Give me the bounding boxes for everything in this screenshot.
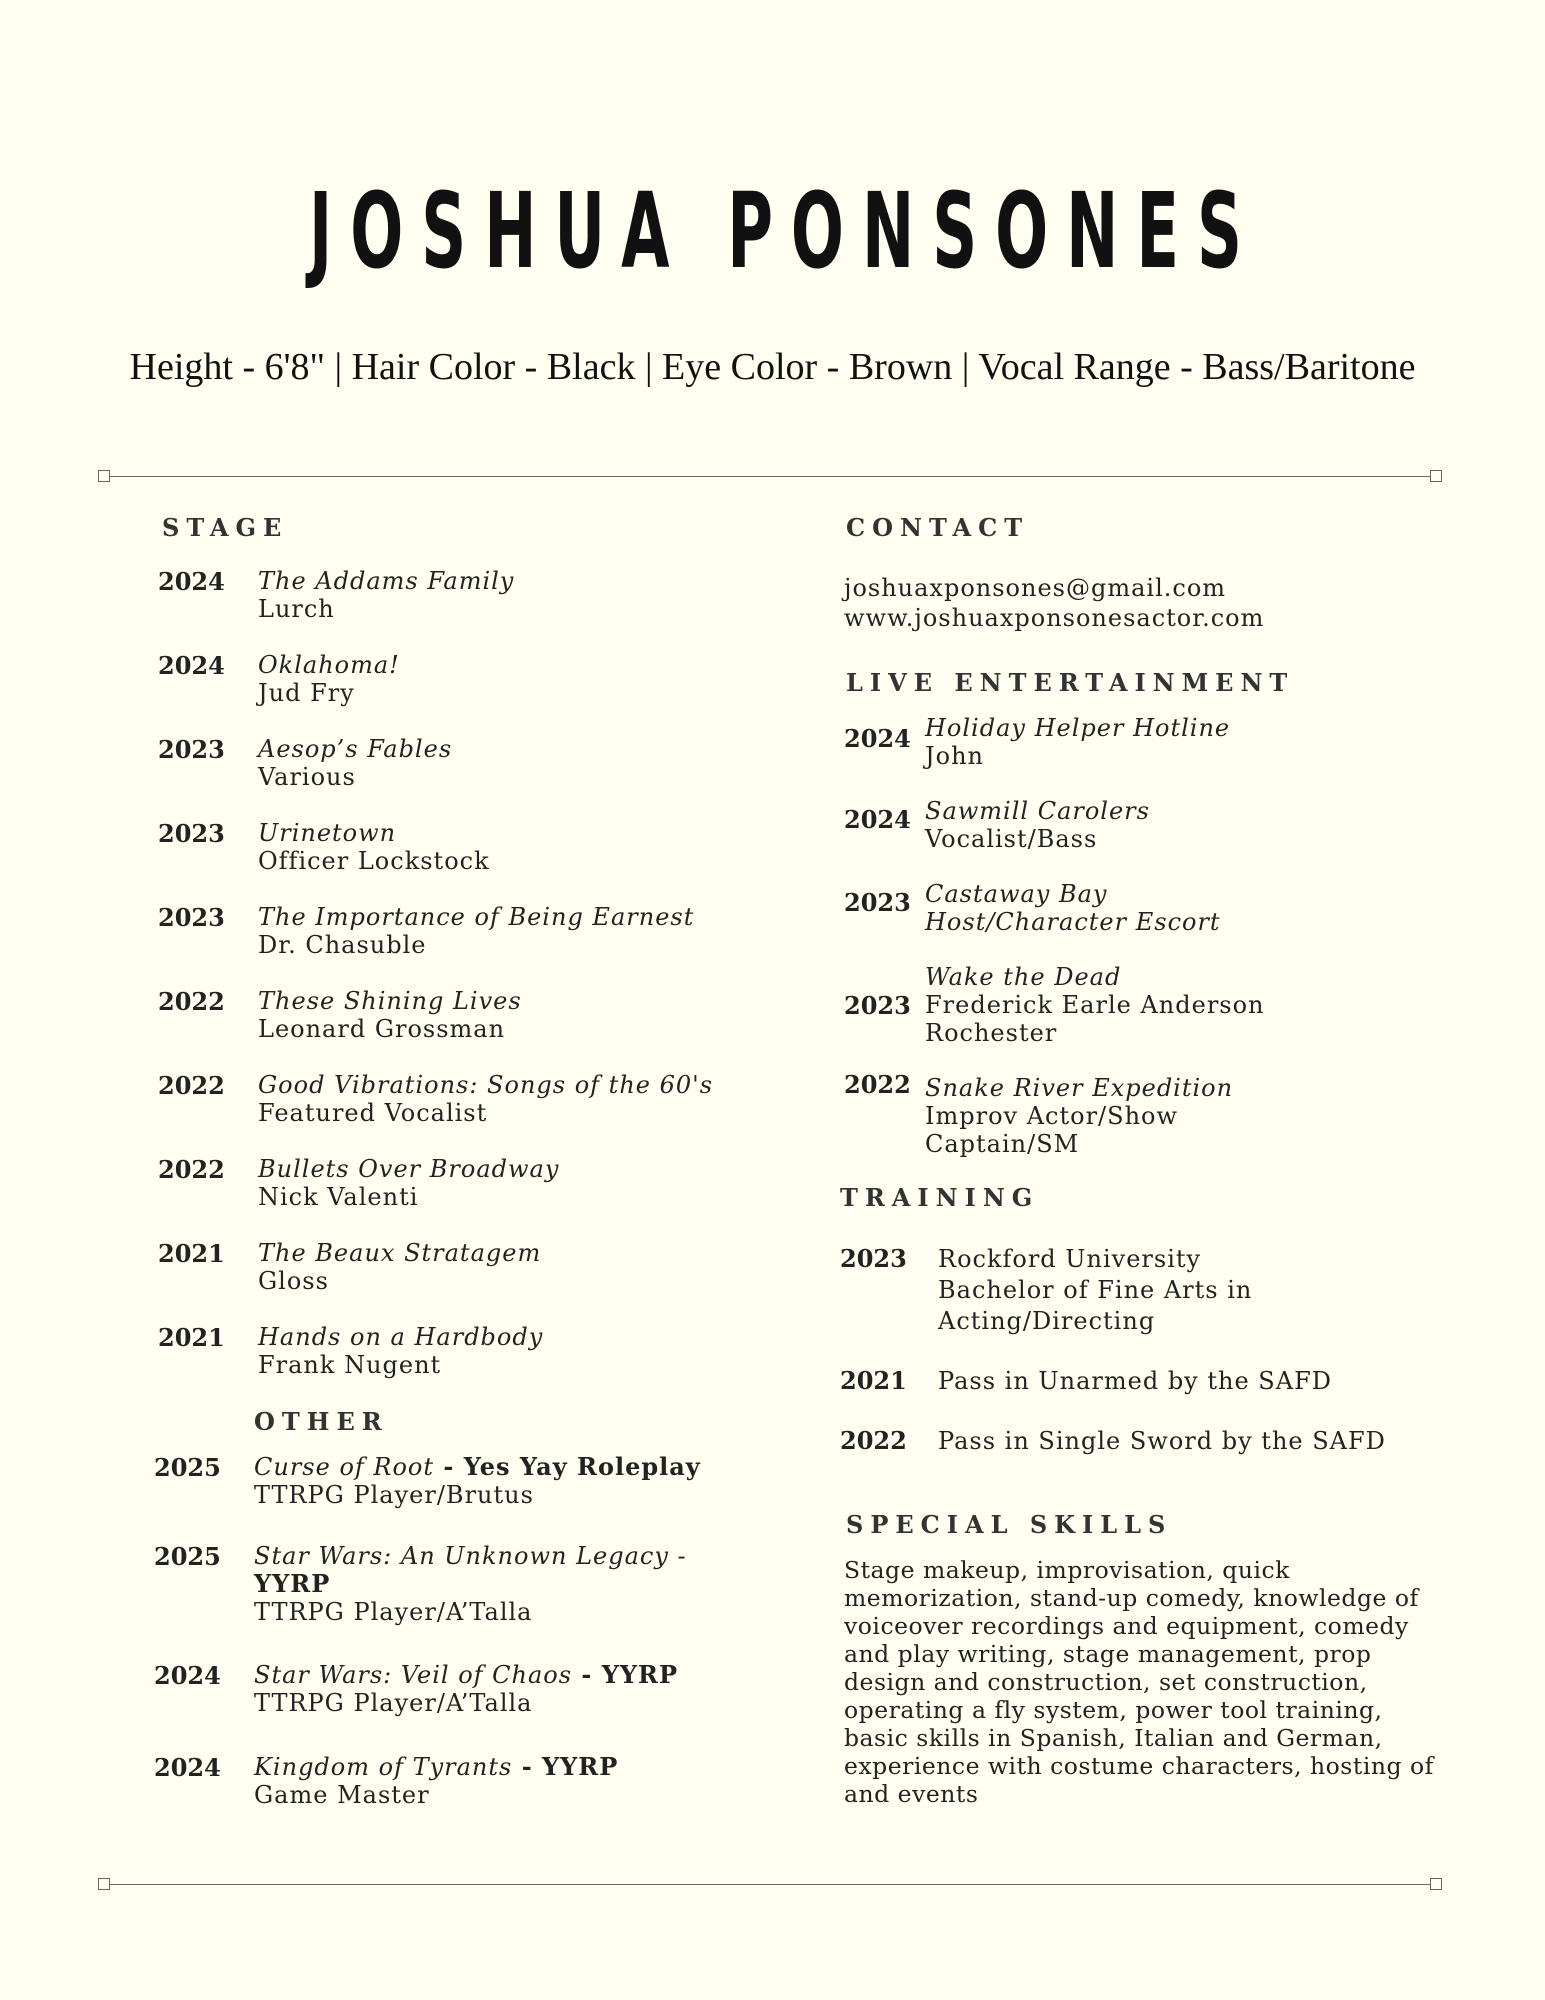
top-divider xyxy=(105,476,1435,477)
divider-handle-left xyxy=(98,470,110,482)
entry-role: Jud Fry xyxy=(258,679,355,707)
divider-handle-left xyxy=(98,1878,110,1890)
section-title-training: TRAINING xyxy=(840,1183,1040,1212)
entry-company: - Yes Yay Roleplay xyxy=(434,1452,701,1481)
entry-year: 2023 xyxy=(844,888,911,917)
entry-year: 2024 xyxy=(154,1661,221,1690)
entry-role: TTRPG Player/Brutus xyxy=(254,1481,534,1509)
entry-year: 2023 xyxy=(844,991,911,1020)
entry-show: Star Wars: An Unknown Legacy xyxy=(254,1542,669,1570)
entry-year: 2022 xyxy=(158,1071,225,1100)
entry-show: Sawmill Carolers xyxy=(925,797,1150,825)
section-title-contact: CONTACT xyxy=(846,513,1030,542)
entry-year: 2023 xyxy=(840,1244,907,1273)
entry-role: Featured Vocalist xyxy=(258,1099,488,1127)
divider-handle-right xyxy=(1430,1878,1442,1890)
training-line: Acting/Directing xyxy=(938,1307,1156,1335)
entry-show: The Importance of Being Earnest xyxy=(258,903,695,931)
entry-show: Star Wars: Veil of Chaos xyxy=(254,1661,573,1689)
entry-company-dash: - xyxy=(668,1542,687,1570)
entry-company: YYRP xyxy=(254,1569,331,1598)
entry-role: Dr. Chasuble xyxy=(258,931,427,959)
entry-show: Aesop’s Fables xyxy=(258,735,453,763)
entry-role: Gloss xyxy=(258,1267,329,1295)
entry-show: Bullets Over Broadway xyxy=(258,1155,560,1183)
bottom-divider xyxy=(105,1884,1435,1885)
entry-year: 2022 xyxy=(840,1426,907,1455)
divider-handle-right xyxy=(1430,470,1442,482)
entry-year: 2023 xyxy=(158,819,225,848)
entry-year: 2022 xyxy=(844,1070,911,1099)
section-title-special-skills: SPECIAL SKILLS xyxy=(846,1510,1173,1539)
entry-show: Snake River Expedition xyxy=(925,1074,1234,1102)
entry-year: 2021 xyxy=(158,1239,225,1268)
contact-website[interactable]: www.joshuaxponsonesactor.com xyxy=(844,604,1265,632)
contact-email[interactable]: joshuaxponsones@gmail.com xyxy=(844,574,1227,602)
entry-year: 2025 xyxy=(154,1453,221,1482)
entry-show: Wake the Dead xyxy=(925,963,1122,991)
entry-show: These Shining Lives xyxy=(258,987,522,1015)
entry-role: Leonard Grossman xyxy=(258,1015,506,1043)
entry-year: 2024 xyxy=(154,1753,221,1782)
entry-year: 2025 xyxy=(154,1542,221,1571)
entry-year: 2024 xyxy=(844,805,911,834)
entry-year: 2021 xyxy=(158,1323,225,1352)
entry-role: Officer Lockstock xyxy=(258,847,490,875)
entry-role: TTRPG Player/A’Talla xyxy=(254,1598,533,1626)
entry-show: The Addams Family xyxy=(258,567,515,595)
entry-role: TTRPG Player/A’Talla xyxy=(254,1689,533,1717)
section-title-stage: STAGE xyxy=(162,513,289,542)
entry-show: Urinetown xyxy=(258,819,397,847)
training-line: Pass in Unarmed by the SAFD xyxy=(938,1367,1332,1395)
special-skills-text: Stage makeup, improvisation, quick memorization, stand-up comedy, knowledge of voiceover recordings and equipment, comedy and play writing, stage management, prop design and construction, set construction, operating a fly system, power tool training, basic skills in Spanish, Italian and German, experience with costume characters, hosting of and events xyxy=(844,1556,1434,1808)
entry-show: Curse of Root xyxy=(254,1453,435,1481)
section-title-live-entertainment: LIVE ENTERTAINMENT xyxy=(846,668,1295,697)
entry-role: Various xyxy=(258,763,356,791)
section-title-other: OTHER xyxy=(254,1407,389,1436)
training-line: Pass in Single Sword by the SAFD xyxy=(938,1427,1386,1455)
entry-year: 2024 xyxy=(844,724,911,753)
entry-year: 2021 xyxy=(840,1366,907,1395)
entry-role-line2: Rochester xyxy=(925,1019,1058,1047)
entry-company: - YYRP xyxy=(572,1660,678,1689)
entry-show: Good Vibrations: Songs of the 60's xyxy=(258,1071,714,1099)
candidate-name: JOSHUA PONSONES xyxy=(308,170,1260,292)
entry-company: - YYRP xyxy=(512,1752,619,1781)
entry-show: Holiday Helper Hotline xyxy=(925,714,1231,742)
entry-year: 2023 xyxy=(158,903,225,932)
entry-role: Frank Nugent xyxy=(258,1351,442,1379)
entry-show: The Beaux Stratagem xyxy=(258,1239,542,1267)
entry-role: Host/Character Escort xyxy=(925,908,1221,936)
training-line: Bachelor of Fine Arts in xyxy=(938,1276,1253,1304)
entry-role: Improv Actor/Show xyxy=(925,1102,1179,1130)
entry-role: Game Master xyxy=(254,1781,430,1809)
entry-year: 2024 xyxy=(158,651,225,680)
entry-role: Vocalist/Bass xyxy=(925,825,1098,853)
entry-year: 2024 xyxy=(158,567,225,596)
physical-stats: Height - 6'8" | Hair Color - Black | Eye Color - Brown | Vocal Range - Bass/Baritone xyxy=(129,346,1416,388)
entry-role: Lurch xyxy=(258,595,335,623)
entry-year: 2023 xyxy=(158,735,225,764)
entry-role-line2: Captain/SM xyxy=(925,1130,1080,1158)
training-line: Rockford University xyxy=(938,1245,1202,1273)
entry-show: Kingdom of Tyrants xyxy=(254,1753,513,1781)
entry-show: Hands on a Hardbody xyxy=(258,1323,544,1351)
entry-role: Nick Valenti xyxy=(258,1183,419,1211)
entry-role: John xyxy=(925,742,984,770)
entry-year: 2022 xyxy=(158,987,225,1016)
entry-year: 2022 xyxy=(158,1155,225,1184)
entry-role: Frederick Earle Anderson xyxy=(925,991,1265,1019)
entry-show: Oklahoma! xyxy=(258,651,400,679)
entry-show: Castaway Bay xyxy=(925,880,1108,908)
